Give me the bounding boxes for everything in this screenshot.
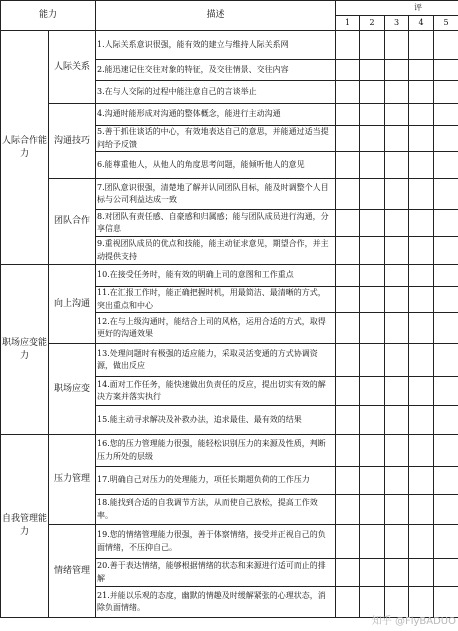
score-cell-1[interactable] [336, 587, 360, 618]
description-header: 描述 [96, 1, 336, 31]
score-cell-5[interactable] [434, 179, 458, 210]
table-row [1, 435, 458, 467]
subcategory-name: 职场应变 [49, 344, 96, 435]
score-cell-3[interactable] [385, 287, 409, 313]
score-cell-3[interactable] [385, 210, 409, 237]
item-description: 3.在与人交际的过程中能注意自己的言谈举止 [96, 81, 336, 104]
score-cell-4[interactable] [409, 31, 434, 60]
score-cell-5[interactable] [434, 126, 458, 152]
score-cell-1[interactable] [336, 126, 360, 152]
category-name: 人际合作能力 [1, 31, 49, 265]
score-cell-5[interactable] [434, 265, 458, 287]
score-cell-4[interactable] [409, 81, 434, 104]
item-description: 11.在汇报工作时，能正确把握时机，用最简洁、最清晰的方式，突出重点和中心 [96, 287, 336, 313]
score-cell-2[interactable] [360, 406, 385, 435]
score-cell-2[interactable] [360, 435, 385, 467]
score-cell-2[interactable] [360, 152, 385, 179]
scale-2: 2 [360, 16, 385, 31]
score-cell-2[interactable] [360, 126, 385, 152]
score-cell-4[interactable] [409, 559, 434, 587]
score-cell-5[interactable] [434, 467, 458, 495]
score-cell-1[interactable] [336, 525, 360, 559]
score-cell-5[interactable] [434, 406, 458, 435]
score-cell-3[interactable] [385, 525, 409, 559]
score-cell-4[interactable] [409, 287, 434, 313]
score-cell-3[interactable] [385, 31, 409, 60]
score-cell-5[interactable] [434, 81, 458, 104]
score-cell-2[interactable] [360, 104, 385, 126]
score-cell-3[interactable] [385, 467, 409, 495]
score-cell-3[interactable] [385, 60, 409, 81]
score-cell-3[interactable] [385, 435, 409, 467]
score-cell-5[interactable] [434, 377, 458, 406]
score-cell-2[interactable] [360, 81, 385, 104]
item-description: 15.能主动寻求解决及补救办法，追求最佳、最有效的结果 [96, 406, 336, 435]
item-description: 9.重视团队成员的优点和技能，能主动征求意见，期望合作，并主动提供支持 [96, 237, 336, 265]
item-description: 2.能迅速记住交往对象的特征，及交往情景、交往内容 [96, 60, 336, 81]
score-cell-4[interactable] [409, 467, 434, 495]
item-description: 21.并能以乐观的态度，幽默的情趣及时缓解紧张的心理状态，消除负面情绪。 [96, 587, 336, 618]
score-cell-2[interactable] [360, 467, 385, 495]
score-cell-4[interactable] [409, 126, 434, 152]
score-cell-2[interactable] [360, 377, 385, 406]
score-cell-4[interactable] [409, 179, 434, 210]
score-cell-1[interactable] [336, 237, 360, 265]
ability-header: 能力 [1, 1, 96, 31]
item-description: 16.您的压力管理能力很强，能轻松识别压力的来源及性质，判断压力所处的层级 [96, 435, 336, 467]
item-description: 4.沟通时能形成对沟通的整体概念，能进行主动沟通 [96, 104, 336, 126]
score-cell-1[interactable] [336, 104, 360, 126]
score-cell-2[interactable] [360, 31, 385, 60]
score-cell-2[interactable] [360, 287, 385, 313]
score-cell-4[interactable] [409, 60, 434, 81]
score-cell-1[interactable] [336, 265, 360, 287]
score-cell-3[interactable] [385, 495, 409, 525]
score-cell-5[interactable] [434, 344, 458, 377]
score-cell-3[interactable] [385, 81, 409, 104]
score-cell-3[interactable] [385, 313, 409, 344]
score-cell-4[interactable] [409, 495, 434, 525]
score-cell-5[interactable] [434, 210, 458, 237]
score-cell-4[interactable] [409, 237, 434, 265]
score-cell-4[interactable] [409, 406, 434, 435]
score-cell-4[interactable] [409, 104, 434, 126]
score-cell-1[interactable] [336, 152, 360, 179]
score-cell-3[interactable] [385, 104, 409, 126]
subcategory-name: 情绪管理 [49, 525, 96, 618]
score-cell-3[interactable] [385, 559, 409, 587]
score-cell-1[interactable] [336, 377, 360, 406]
item-description: 12.在与上级沟通时，能结合上司的风格，运用合适的方式，取得更好的沟通效果 [96, 313, 336, 344]
score-cell-4[interactable] [409, 313, 434, 344]
table-row [1, 265, 458, 287]
item-description: 5.善于抓住谈话的中心，有效地表达自己的意思，并能通过适当提问给予反馈 [96, 126, 336, 152]
score-cell-5[interactable] [434, 525, 458, 559]
item-description: 19.您的情绪管理能力很强，善于体察情绪，接受并正视自己的负面情绪，不压抑自己。 [96, 525, 336, 559]
score-cell-3[interactable] [385, 265, 409, 287]
score-cell-4[interactable] [409, 435, 434, 467]
rating-header: 评 [336, 1, 458, 16]
score-cell-3[interactable] [385, 126, 409, 152]
score-cell-1[interactable] [336, 313, 360, 344]
score-cell-1[interactable] [336, 495, 360, 525]
score-cell-1[interactable] [336, 467, 360, 495]
score-cell-2[interactable] [360, 179, 385, 210]
table-row [1, 104, 458, 126]
score-cell-4[interactable] [409, 265, 434, 287]
score-cell-4[interactable] [409, 210, 434, 237]
item-description: 13.处理问题时有极强的适应能力，采取灵活变通的方式协调资源，做出反应 [96, 344, 336, 377]
score-cell-2[interactable] [360, 559, 385, 587]
score-cell-5[interactable] [434, 559, 458, 587]
item-description: 8.对团队有责任感、自豪感和归属感；能与团队成员进行沟通，分享信息 [96, 210, 336, 237]
item-description: 1.人际关系意识很强，能有效的建立与维持人际关系网 [96, 31, 336, 60]
score-cell-4[interactable] [409, 525, 434, 559]
score-cell-5[interactable] [434, 237, 458, 265]
subcategory-name: 团队合作 [49, 179, 96, 265]
scale-5: 5 [434, 16, 458, 31]
score-cell-5[interactable] [434, 495, 458, 525]
item-description: 10.在接受任务时，能有效的明确上司的意图和工作重点 [96, 265, 336, 287]
score-cell-2[interactable] [360, 344, 385, 377]
score-cell-5[interactable] [434, 60, 458, 81]
item-description: 7.团队意识很强，清楚地了解并认同团队目标，能及时调整个人目标与公司利益达成一致 [96, 179, 336, 210]
score-cell-3[interactable] [385, 377, 409, 406]
score-cell-5[interactable] [434, 435, 458, 467]
score-cell-4[interactable] [409, 377, 434, 406]
category-name: 自我管理能力 [1, 435, 49, 618]
score-cell-3[interactable] [385, 152, 409, 179]
score-cell-1[interactable] [336, 31, 360, 60]
score-cell-1[interactable] [336, 559, 360, 587]
score-cell-1[interactable] [336, 287, 360, 313]
score-cell-1[interactable] [336, 179, 360, 210]
scale-3: 3 [385, 16, 409, 31]
score-cell-2[interactable] [360, 495, 385, 525]
subcategory-name: 向上沟通 [49, 265, 96, 344]
table-row [1, 179, 458, 210]
score-cell-3[interactable] [385, 179, 409, 210]
subcategory-name: 沟通技巧 [49, 104, 96, 179]
table-row [1, 344, 458, 377]
score-cell-2[interactable] [360, 60, 385, 81]
score-cell-5[interactable] [434, 287, 458, 313]
item-description: 6.能尊重他人，从他人的角度思考问题，能倾听他人的意见 [96, 152, 336, 179]
watermark: 知乎 @FlyBADUO [371, 616, 456, 627]
score-cell-5[interactable] [434, 104, 458, 126]
score-cell-1[interactable] [336, 210, 360, 237]
item-description: 18.能找到合适的自我调节方法，从而使自己放松，提高工作效率。 [96, 495, 336, 525]
score-cell-5[interactable] [434, 152, 458, 179]
item-description: 17.明确自己对压力的处理能力，项任长期超负荷的工作压力 [96, 467, 336, 495]
score-cell-4[interactable] [409, 344, 434, 377]
subcategory-name: 压力管理 [49, 435, 96, 525]
category-name: 职场应变能力 [1, 265, 49, 435]
score-cell-3[interactable] [385, 237, 409, 265]
item-description: 20.善于表达情绪，能够根据情绪的状态和来源进行适可而止的排解 [96, 559, 336, 587]
score-cell-2[interactable] [360, 265, 385, 287]
score-cell-5[interactable] [434, 31, 458, 60]
subcategory-name: 人际关系 [49, 31, 96, 104]
score-cell-3[interactable] [385, 344, 409, 377]
score-cell-2[interactable] [360, 313, 385, 344]
score-cell-3[interactable] [385, 406, 409, 435]
score-cell-2[interactable] [360, 237, 385, 265]
scale-4: 4 [409, 16, 434, 31]
score-cell-1[interactable] [336, 344, 360, 377]
table-row [1, 31, 458, 60]
score-cell-5[interactable] [434, 313, 458, 344]
table-row [1, 525, 458, 559]
score-cell-2[interactable] [360, 210, 385, 237]
score-cell-1[interactable] [336, 60, 360, 81]
header-row [1, 1, 458, 16]
score-cell-1[interactable] [336, 406, 360, 435]
score-cell-4[interactable] [409, 152, 434, 179]
scale-1: 1 [336, 16, 360, 31]
score-cell-1[interactable] [336, 81, 360, 104]
item-description: 14.面对工作任务，能快速做出负责任的反应，提出切实有效的解决方案并落实执行 [96, 377, 336, 406]
score-cell-1[interactable] [336, 435, 360, 467]
score-cell-2[interactable] [360, 525, 385, 559]
